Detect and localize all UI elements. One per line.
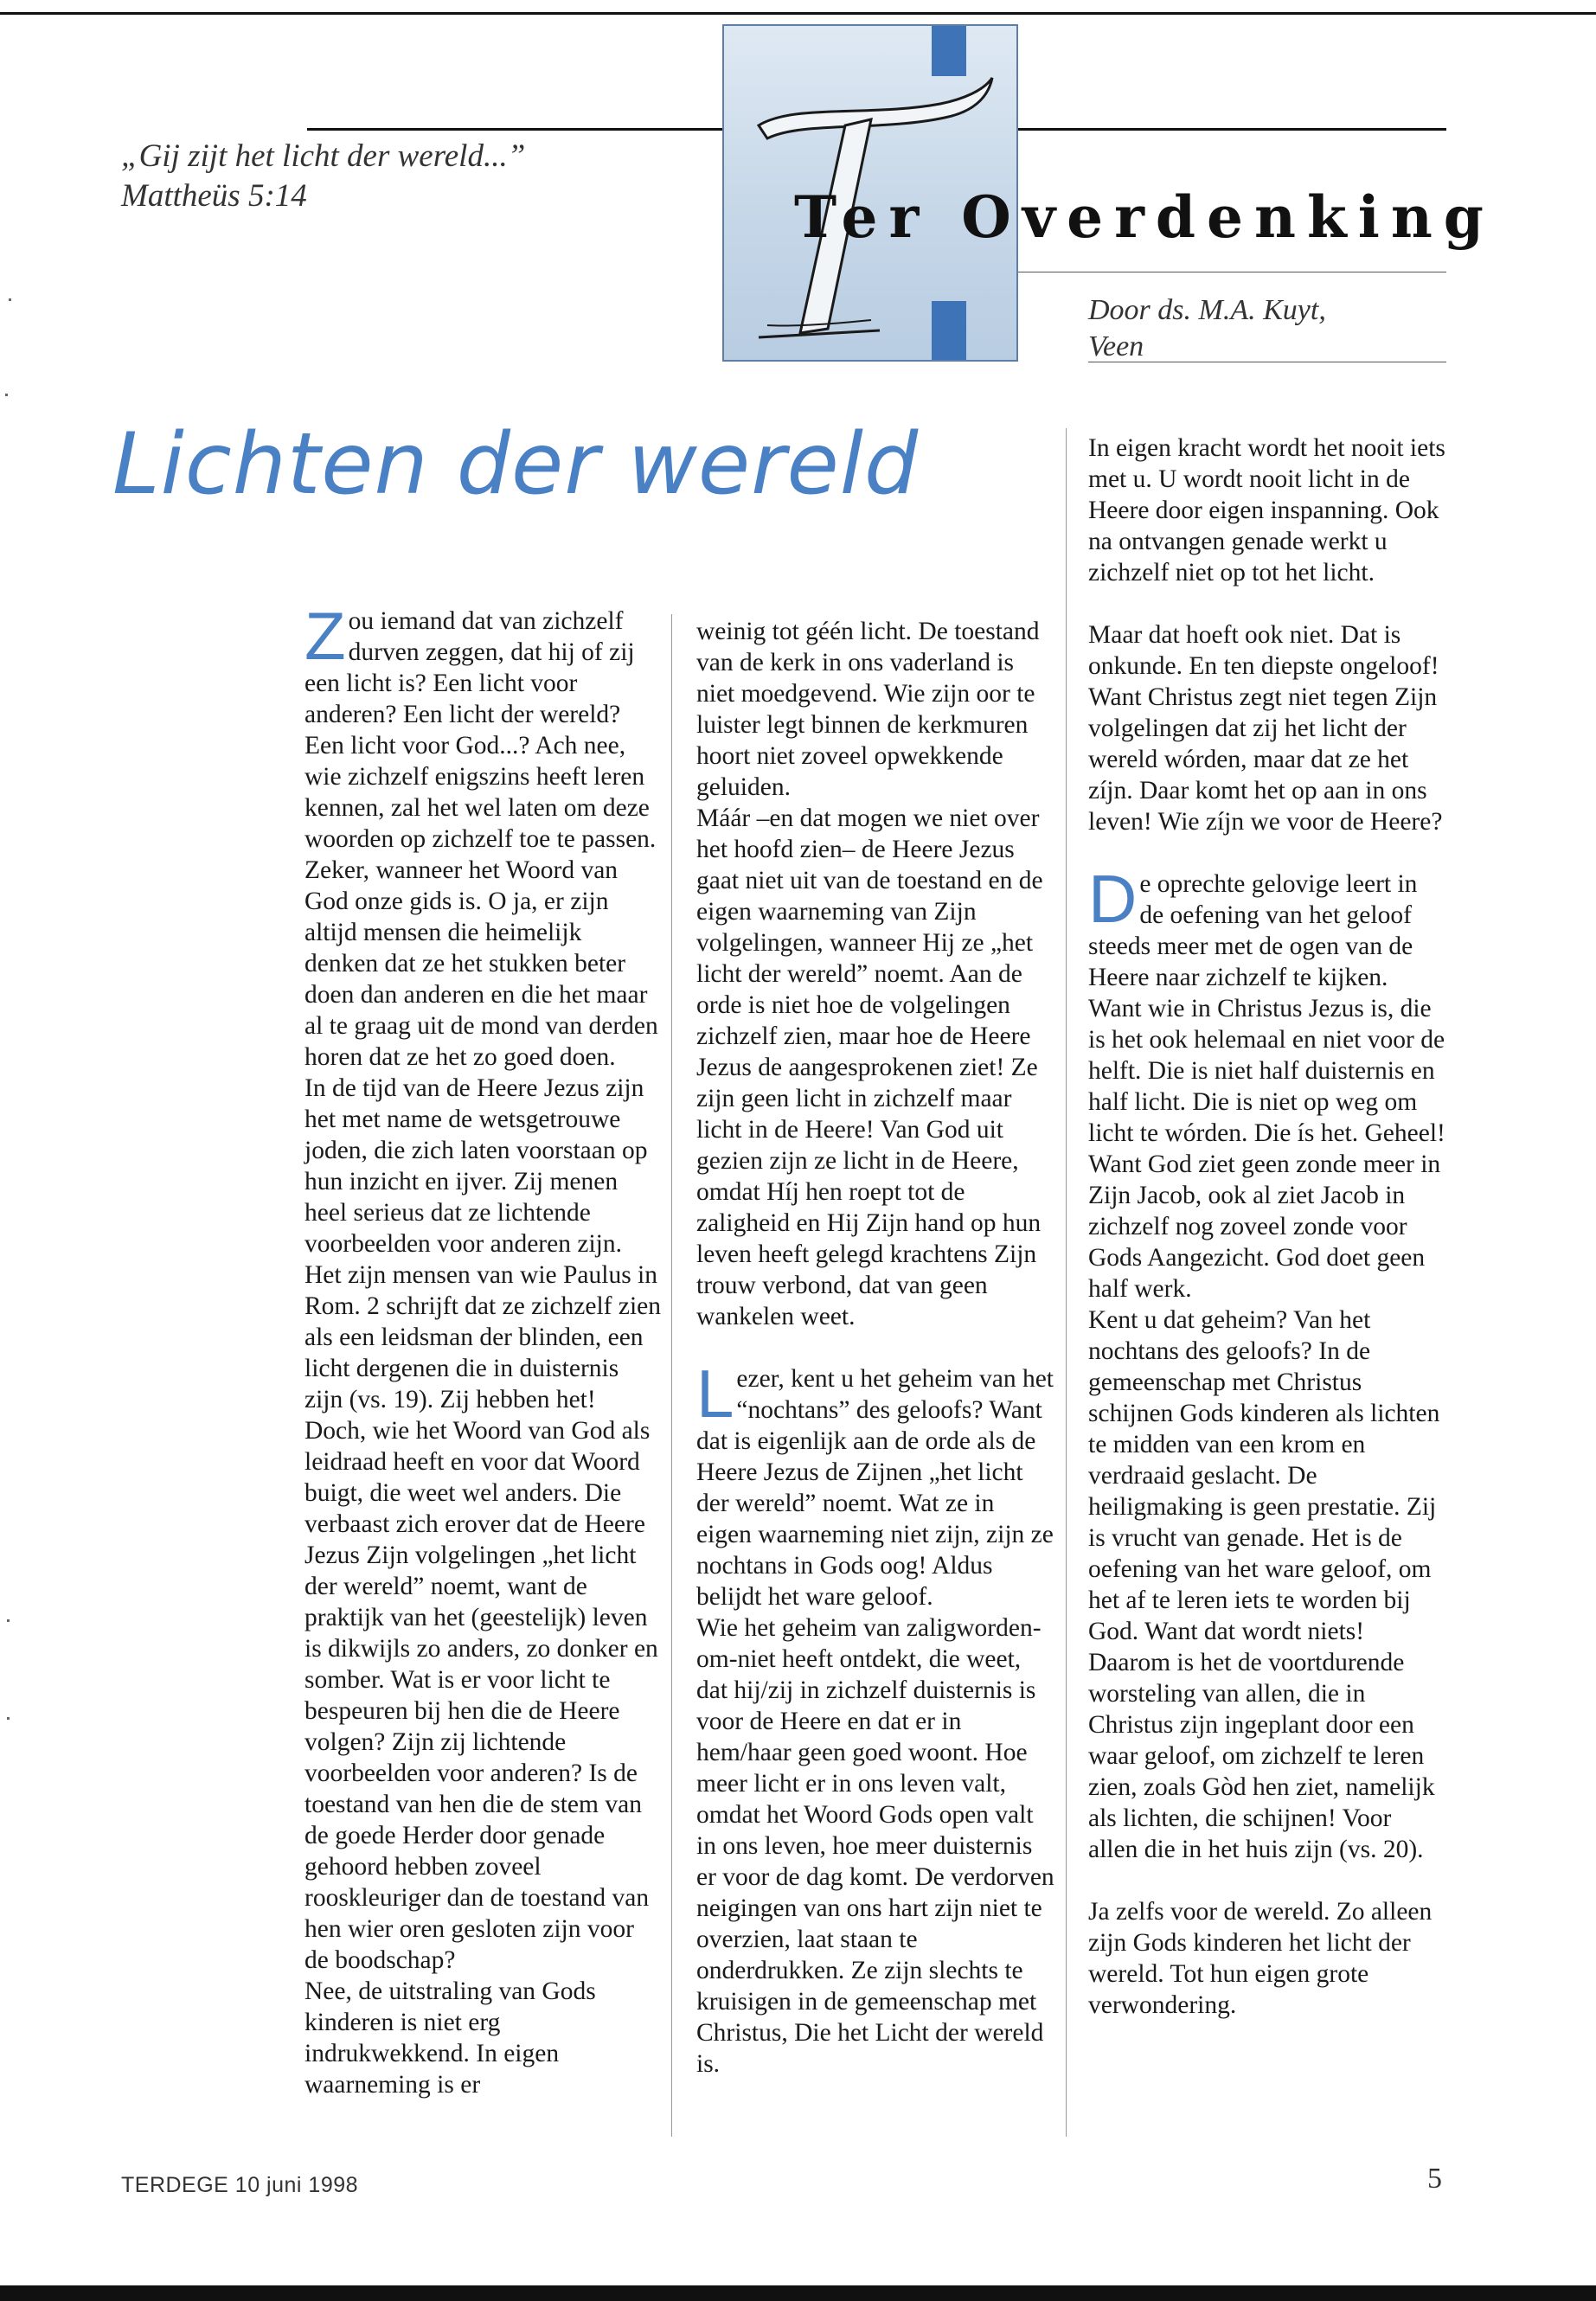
top-border-rule — [0, 12, 1596, 15]
paragraph: In de tijd van de Heere Jezus zijn het met name de wetsgetrouwe joden, die zich laten voorstaan op hun inzicht en ijver. Zij menen heel serieus dat ze lichtende voorbeelden voor anderen zijn. Het zijn mensen van wie Paulus in Rom. 2 schrijft dat ze zichzelf zien als een leidsman der blinden, een licht dergenen die in duisternis zijn (vs. 19). Zij hebben het! Doch, wie het Woord van God als leidraad heeft en voor dat Woord buigt, die weet wel anders. Die verbaast zich erover dat de Heere Jezus Zijn volgelingen „het licht der wereld” noemt, want de praktijk van het (geestelijk) leven is dikwijls zo anders, zo donker en somber. Wat is er voor licht te bespeuren bij hen die de Heere volgen? Zijn zij lichtende voorbeelden voor anderen? Is de toestand van hen die de stem van de goede Herder door genade gehoord hebben zoveel rooskleuriger dan de toestand van hen wier oren gesloten zijn voor de boodschap? — [304, 1074, 662, 1974]
drop-cap: D — [1088, 861, 1138, 937]
paragraph: Lezer, kent u het geheim van het “nochtans” des geloofs? Want dat is eigenlijk aan de orde als de Heere Jezus de Zijnen „het licht der wereld” noemt. Wat ze in eigen waarneming niet zijn, zijn ze nochtans in Gods oog! Aldus belijdt het ware geloof. — [696, 1356, 1054, 1611]
paragraph: Kent u dat geheim? Van het nochtans des geloofs? In de gemeenschap met Christus schijnen Gods kinderen als lichten te midden van een krom en verdraaid geslacht. De heiligmaking is geen prestatie. Zij is vrucht van genade. Het is de oefening van het ware geloof, om het af te leren iets te worden bij God. Want dat wordt niets! Daarom is het de voortdurende worsteling van allen, die in Christus zijn ingeplant door een waar geloof, om zichzelf te leren zien, zoals Gòd hen ziet, namelijk als lichten, die schijnen! Voor allen die in het huis zijn (vs. 20). — [1088, 1306, 1440, 1863]
scan-speck — [7, 1717, 10, 1720]
paragraph: Máár –en dat mogen we niet over het hoofd zien– de Heere Jezus gaat niet uit van de toestand en de eigen waarneming van Zijn volgelingen, wanneer Hij ze „het licht der wereld” noemt. Aan de orde is niet hoe de volgelingen zichzelf zien, maar hoe de Heere Jezus de aangesprokenen ziet! Ze zijn geen licht in zichzelf maar licht in de Heere! Van God uit gezien zijn ze licht in de Heere, omdat Híj hen roept tot de zaligheid en Hij Zijn hand op hun leven heeft gelegd krachtens Zijn trouw verbond, dat van geen wankelen weet. — [696, 804, 1043, 1330]
article-headline: Lichten der wereld — [112, 415, 920, 514]
header-rule-left — [307, 128, 722, 131]
quote-reference: Mattheüs 5:14 — [121, 178, 307, 214]
bottom-border-rule — [0, 2285, 1596, 2301]
bible-quote — [121, 137, 525, 216]
byline-location: Veen — [1088, 330, 1144, 362]
drop-cap: L — [696, 1356, 734, 1432]
byline — [1088, 292, 1326, 365]
paragraph: Wie het geheim van zaligworden-om-niet heeft ontdekt, die weet, dat hij/zij in zichzelf duisternis is voor de Heere en dat er in hem/haar geen goed woont. Hoe meer licht er in ons leven valt, omdat het Woord Gods open valt in ons leven, hoe meer duisternis er voor de dag komt. De verdorven neigingen van ons hart zijn niet te overzien, laat staan te onderdrukken. Ze zijn slechts te kruisigen in de gemeenschap met Christus, Die het Licht der wereld is. — [696, 1614, 1054, 2078]
scan-speck — [7, 1619, 10, 1622]
series-title: Ter Overdenking — [794, 183, 1495, 251]
scan-speck — [5, 394, 8, 396]
paragraph: Ja zelfs voor de wereld. Zo alleen zijn Gods kinderen het licht der wereld. Tot hun eigen grote verwondering. — [1088, 1898, 1433, 2019]
drop-cap: Z — [304, 598, 346, 674]
paragraph: Nee, de uitstraling van Gods kinderen is niet erg indrukwekkend. In eigen waarneming is er — [304, 1977, 596, 2099]
byline-author: Door ds. M.A. Kuyt, — [1088, 294, 1326, 326]
article-column-3 — [1088, 433, 1446, 2021]
publication-footer: TERDEGE 10 juni 1998 — [121, 2173, 359, 2197]
header-rule-right — [1018, 128, 1446, 131]
paragraph: Maar dat hoeft ook niet. Dat is onkunde. En ten diepste ongeloof! Want Christus zegt niet tegen Zijn volgelingen dat zij het licht der wereld wórden, maar dat ze het zíjn. Daar komt het op aan in ons leven! Wie zíjn we voor de Heere? — [1088, 621, 1443, 836]
quote-text: „Gij zijt het licht der wereld...” — [121, 138, 526, 174]
paragraph: De oprechte gelovige leert in de oefening van het geloof steeds meer met de ogen van de Heere naar zichzelf te kijken. Want wie in Christus Jezus is, die is het ook helemaal en niet voor de helft. Die is niet half duisternis en half licht. Die is niet op weg om licht te wórden. Die ís het. Geheel! Want God ziet geen zonde meer in Zijn Jacob, ook al ziet Jacob in zichzelf nog zoveel zonde voor Gods Aangezicht. God doet geen half werk. — [1088, 861, 1445, 1303]
article-column-2 — [696, 616, 1055, 2080]
paragraph: In eigen kracht wordt het nooit iets met u. U wordt nooit licht in de Heere door eigen inspanning. Ook na ontvangen genade werkt u zichzelf niet op tot het licht. — [1088, 434, 1445, 586]
scan-speck — [9, 298, 11, 301]
paragraph: Zou iemand dat van zichzelf durven zeggen, dat hij of zij een licht is? Een licht voor anderen? Een licht der wereld? Een licht voor God...? Ach nee, wie zichzelf enigszins heeft leren kennen, zal het wel laten om deze woorden op zichzelf toe te passen. Zeker, wanneer het Woord van God onze gids is. O ja, er zijn altijd mensen die heimelijk denken dat ze het stukken beter doen dan anderen en die het maar al te graag uit de mond van derden horen dat ze het zo goed doen. — [304, 598, 658, 1071]
paragraph: weinig tot géén licht. De toestand van de kerk in ons vaderland is niet moedgevend. Wie zijn oor te luister legt binnen de kerkmuren hoort niet zoveel opwekkende geluiden. — [696, 618, 1040, 801]
column-rule-2 — [1066, 428, 1067, 2137]
page-number: 5 — [1427, 2163, 1442, 2195]
article-column-1 — [304, 598, 662, 2100]
column-rule-1 — [671, 614, 672, 2137]
